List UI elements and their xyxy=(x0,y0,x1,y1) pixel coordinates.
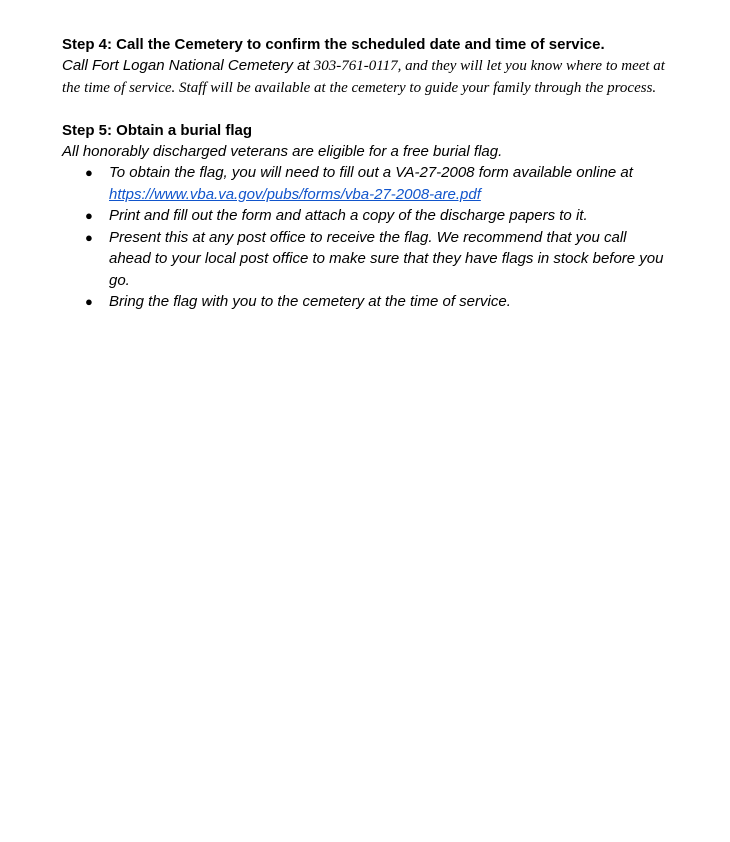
step-4-body xyxy=(62,55,672,99)
bullet-text: Present this at any post office to receive the flag. We recommend that you call ahead to your local post office to make sure that they have flags in stock before you go. xyxy=(109,228,664,289)
step-5-intro: All honorably discharged veterans are eligible for a free burial flag. xyxy=(62,143,503,160)
bullet-text: Bring the flag with you to the cemetery at the time of service. xyxy=(109,293,511,310)
step-4-heading: Step 4: Call the Cemetery to confirm the scheduled date and time of service. xyxy=(62,36,605,53)
list-item xyxy=(85,162,672,205)
step-5-bullet-list xyxy=(62,162,672,313)
list-item xyxy=(85,291,672,313)
va-form-link[interactable]: https://www.vba.va.gov/pubs/forms/vba-27-2008-are.pdf xyxy=(109,185,481,203)
bullet-icon: ● xyxy=(85,229,93,245)
step-4-body-prefix: Call Fort Logan National Cemetery at xyxy=(62,57,314,74)
step-4-section xyxy=(62,34,672,99)
step-4-body-rest: 303-761-0117, and they will let you know where to meet at the time of service. Staff will be available at the cemetery to guide your family through the process. xyxy=(62,58,665,96)
step-5-heading: Step 5: Obtain a burial flag xyxy=(62,122,253,139)
bullet-icon: ● xyxy=(85,208,93,223)
document-content xyxy=(62,34,672,313)
step-5-section xyxy=(62,120,672,313)
bullet-icon: ● xyxy=(85,294,93,309)
bullet-text: To obtain the flag, you will need to fill out a VA-27-2008 form available online at xyxy=(109,164,633,181)
list-item xyxy=(85,227,672,292)
bullet-text: Print and fill out the form and attach a copy of the discharge papers to it. xyxy=(109,207,588,224)
list-item xyxy=(85,205,672,227)
bullet-icon: ● xyxy=(85,165,93,180)
